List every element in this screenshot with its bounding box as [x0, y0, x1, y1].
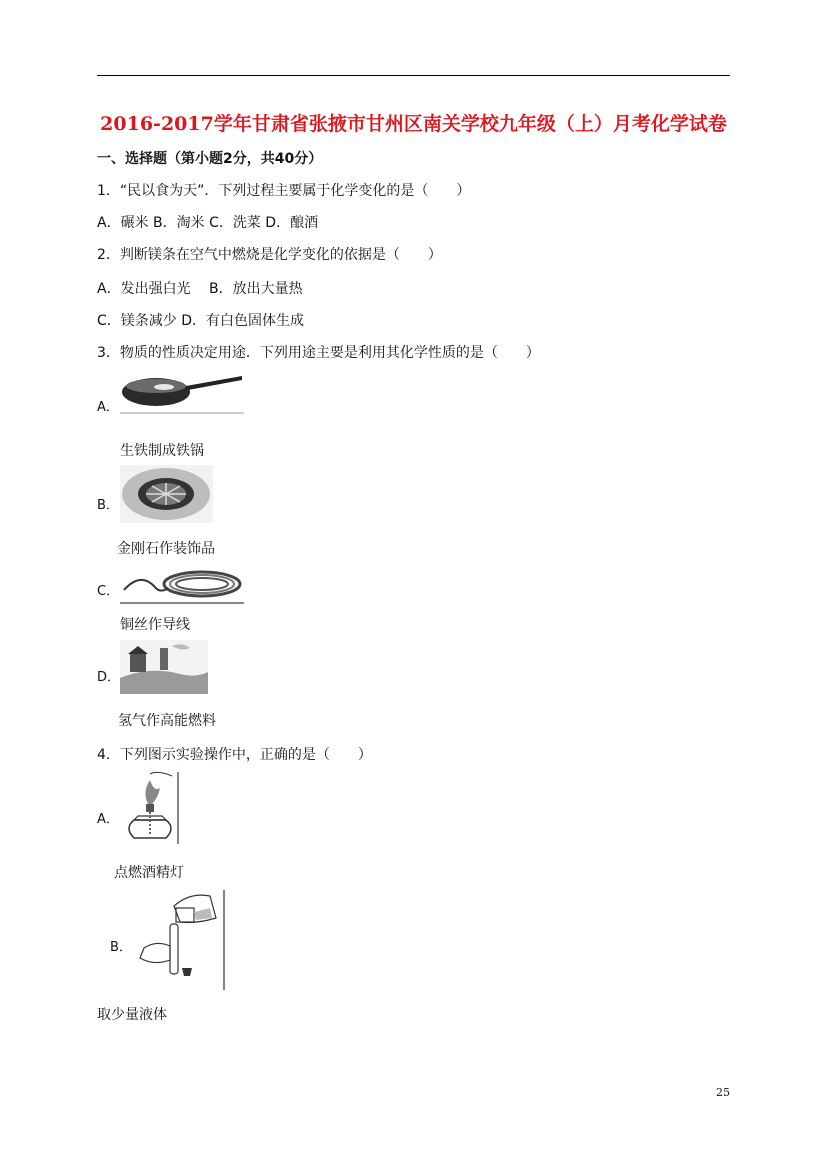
- q4-option-b-letter: B．: [110, 940, 132, 955]
- diamond-image: [120, 465, 213, 523]
- alcohol-lamp-image: [120, 770, 182, 846]
- q3-option-b-letter: B．: [97, 498, 119, 513]
- q3-option-c-caption: 铜丝作导线: [120, 617, 190, 633]
- question-4-stem: 4．下列图示实验操作中，正确的是（ ）: [97, 747, 372, 763]
- question-2-options-line2: C．镁条减少 D．有白色固体生成: [97, 313, 305, 329]
- liquid-pouring-image: [130, 888, 228, 992]
- question-2-options-line1: A．发出强白光 B．放出大量热: [97, 281, 303, 297]
- q3-option-d-letter: D．: [97, 670, 121, 685]
- question-1-stem: 1．“民以食为天”．下列过程主要属于化学变化的是（ ）: [97, 183, 471, 199]
- q3-option-a-caption: 生铁制成铁锅: [120, 443, 204, 459]
- copper-wire-image: [120, 566, 244, 606]
- q3-option-c-letter: C．: [97, 584, 120, 599]
- q3-option-d-caption: 氢气作高能燃料: [118, 713, 216, 729]
- q4-option-a-caption: 点燃酒精灯: [114, 865, 184, 881]
- page-title: 2016-2017学年甘肃省张掖市甘州区南关学校九年级（上）月考化学试卷: [100, 113, 727, 135]
- header-rule: [97, 75, 730, 76]
- page-number: 25: [716, 1086, 730, 1099]
- question-1-options: A．碾米 B．淘米 C．洗菜 D．酿酒: [97, 215, 319, 231]
- q4-option-b-caption: 取少量液体: [97, 1007, 167, 1023]
- section-heading: 一、选择题（第小题2分，共40分）: [97, 151, 323, 167]
- q4-option-a-letter: A．: [97, 812, 119, 827]
- q3-option-b-caption: 金刚石作装饰品: [117, 541, 215, 557]
- wok-image: [120, 372, 244, 416]
- hydrogen-fuel-image: [120, 640, 208, 694]
- q3-option-a-letter: A．: [97, 400, 119, 415]
- question-2-stem: 2．判断镁条在空气中燃烧是化学变化的依据是（ ）: [97, 247, 442, 263]
- question-3-stem: 3．物质的性质决定用途．下列用途主要是利用其化学性质的是（ ）: [97, 345, 540, 361]
